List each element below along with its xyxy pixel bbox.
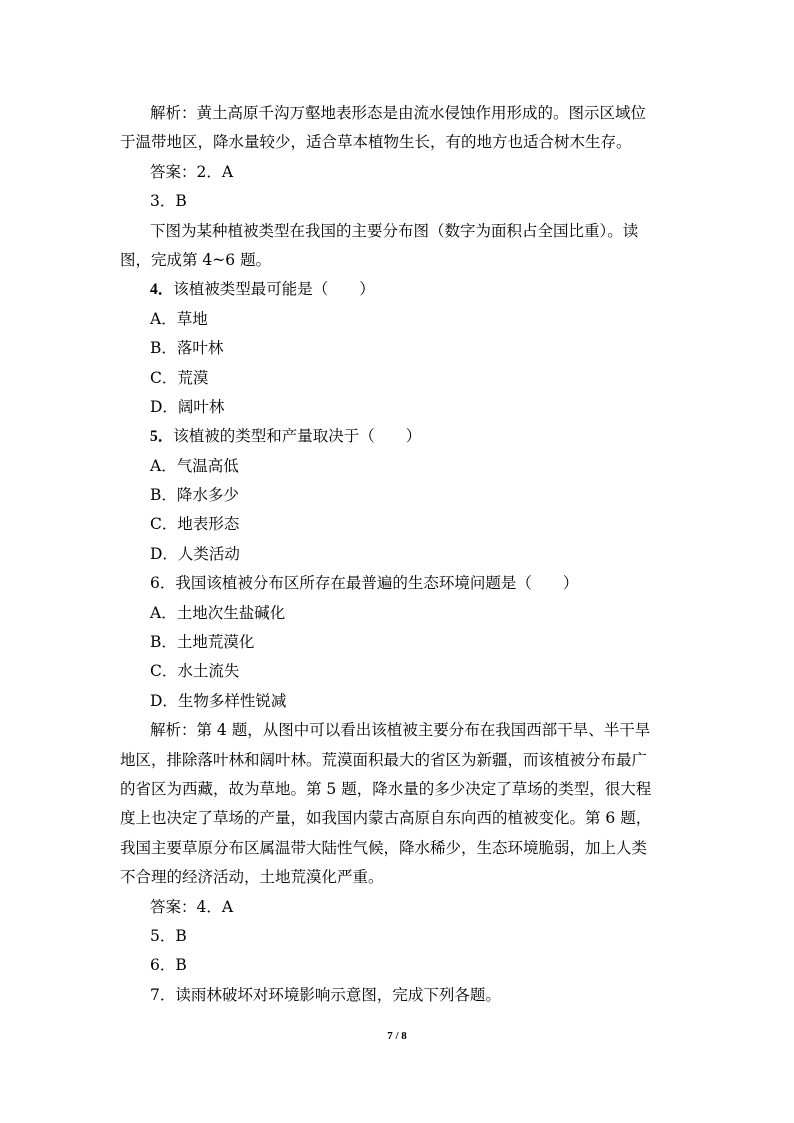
text-line [120,99,676,128]
text-line [120,863,676,892]
line-text: D．生物多样性锐减 [150,691,287,710]
line-text: 度上也决定了草场的产量，如我国内蒙古高原自东向西的植被变化。第 6 题， [120,809,652,828]
line-text: C．荒漠 [150,368,209,387]
text-line [120,775,676,804]
text-line [120,452,676,481]
text-line [120,128,676,157]
line-text: 地区，排除落叶林和阔叶林。荒漠面积最大的省区为新疆，而该植被分布最广 [120,750,648,769]
line-text: 下图为某种植被类型在我国的主要分布图（数字为面积占全国比重）。读 [150,221,639,240]
text-line [120,187,676,216]
line-text: B．降水多少 [150,486,239,505]
line-text: 7．读雨林破坏对环境影响示意图，完成下列各题。 [150,985,501,1004]
line-text: A．土地次生盐碱化 [150,603,286,622]
text-line [120,569,676,598]
line-text: C．地表形态 [150,515,240,534]
line-text: 该植被的类型和产量取决于（ ） [173,427,422,446]
text-line [120,305,676,334]
text-line [120,687,676,716]
line-text: 6．我国该植被分布区所存在最普遍的生态环境问题是（ ） [150,574,579,593]
text-line [120,275,676,304]
text-line [120,599,676,628]
text-line [120,922,676,951]
text-line [120,893,676,922]
text-line [120,393,676,422]
line-text: C．水土流失 [150,662,240,681]
line-text: A．草地 [150,309,208,328]
line-text: 不合理的经济活动，土地荒漠化严重。 [120,868,384,887]
text-line [120,217,676,246]
line-text: D．阔叶林 [150,397,225,416]
text-line [120,334,676,363]
text-line [120,481,676,510]
line-text: B．落叶林 [150,339,224,358]
line-text: 解析：黄土高原千沟万壑地表形态是由流水侵蚀作用形成的。图示区域位 [150,104,647,122]
text-line [120,951,676,980]
line-text: 我国主要草原分布区属温带大陆性气候，降水稀少，生态环境脆弱，加上人类 [120,838,648,857]
text-line [120,657,676,686]
line-text: 答案：4．A [150,897,234,916]
question-number: 4． [150,281,174,299]
text-line [120,158,676,187]
text-line [120,364,676,393]
line-text: 于温带地区，降水量较少，适合草本植物生长，有的地方也适合树木生存。 [120,133,632,152]
text-line [120,628,676,657]
line-text: D．人类活动 [150,544,240,563]
line-text: 图，完成第 4~6 题。 [120,250,272,269]
text-line [120,804,676,833]
line-text: A．气温高低 [150,456,239,475]
text-line [120,746,676,775]
text-line [120,422,676,451]
text-line [120,510,676,539]
page-number: 7 / 8 [387,1030,407,1042]
text-line [120,540,676,569]
text-line [120,716,676,745]
text-line [120,981,676,1010]
question-number: 5． [150,428,174,446]
text-line [120,246,676,275]
line-text: 5．B [150,926,187,945]
line-text: 的省区为西藏，故为草地。第 5 题，降水量的多少决定了草场的类型，很大程 [120,779,652,798]
page-body [120,99,676,1010]
line-text: B．土地荒漠化 [150,633,255,652]
text-line [120,834,676,863]
line-text: 答案：2．A [150,162,234,181]
line-text: 3．B [150,192,187,211]
line-text: 解析：第 4 题，从图中可以看出该植被主要分布在我国西部干旱、半干旱 [150,721,651,740]
line-text: 6．B [150,956,187,975]
line-text: 该植被类型最可能是（ ） [173,280,375,299]
